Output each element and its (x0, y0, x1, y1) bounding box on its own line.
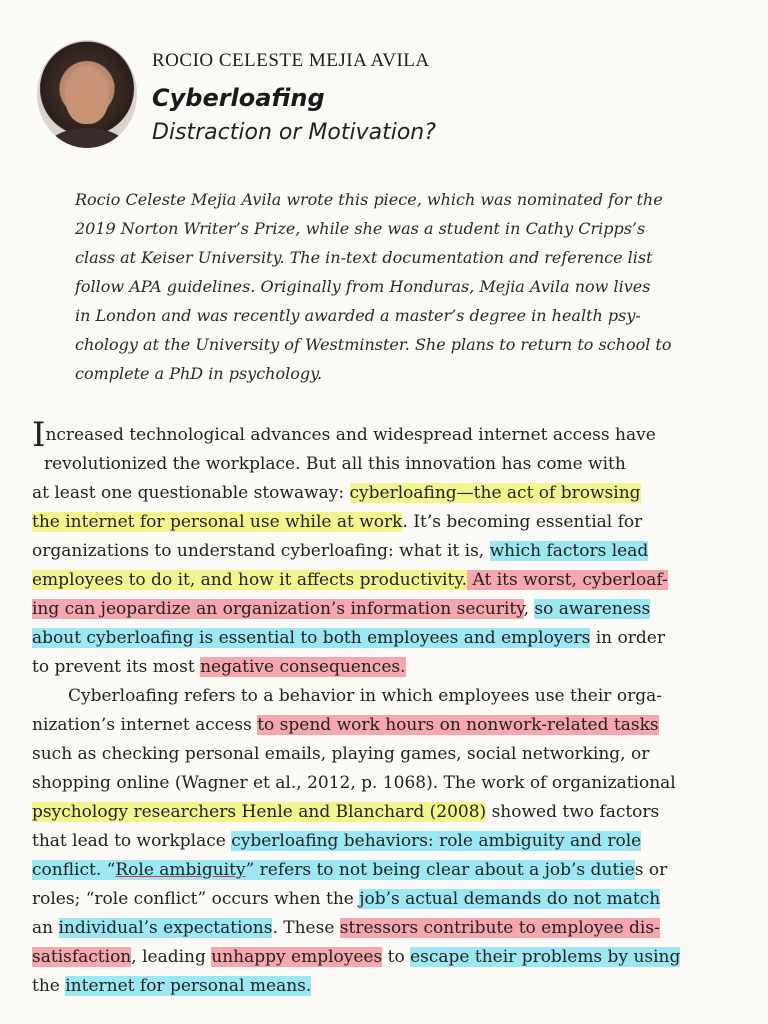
text: roles; “role conflict” occurs when the (32, 889, 360, 909)
highlight-blue: conflict. “ (32, 860, 116, 880)
highlight-blue: individual’s expectations (58, 918, 273, 938)
body-line (32, 769, 717, 798)
highlight-blue: escape their problems by using (410, 947, 681, 967)
author-intro (75, 185, 720, 388)
text: shopping online (Wagner et al., 2012, p. 1068). The work of organizational (32, 773, 676, 793)
text: that lead to workplace (32, 831, 232, 851)
highlight-pink: unhappy employees (211, 947, 383, 967)
text: organizations to understand cyberloafing: what it is, (32, 541, 490, 561)
body-line (32, 415, 717, 455)
text: . It’s becoming essential for (402, 512, 643, 532)
essay-title: Cyberloafing (152, 84, 325, 112)
body-line (32, 827, 717, 856)
text: the (32, 976, 66, 996)
highlight-blue: cyberloafing behaviors: role ambiguity and role (231, 831, 642, 851)
text: at least one questionable stowaway: (32, 483, 350, 503)
essay-subtitle: Distraction or Motivation? (152, 120, 436, 145)
text: . These (272, 918, 340, 938)
intro-line: in London and was recently awarded a master’s degree in health psy- (75, 306, 641, 325)
highlight-pink: satisfaction (32, 947, 132, 967)
highlight-pink: At its worst, cyberloaf- (467, 570, 668, 590)
text: such as checking personal emails, playing games, social networking, or (32, 744, 650, 764)
intro-line: Rocio Celeste Mejia Avila wrote this piece, which was nominated for the (75, 190, 663, 209)
body-line (32, 740, 717, 769)
highlight-blue: ” refers to not being clear about a job’s dutie (245, 860, 635, 880)
body-line (32, 943, 717, 972)
highlight-blue-underlined: Role ambiguity (115, 860, 246, 880)
text: Cyberloafing refers to a behavior in which employees use their orga- (68, 686, 662, 706)
highlight-blue: internet for personal means. (65, 976, 312, 996)
body-line (32, 856, 717, 885)
text: , (523, 599, 535, 619)
intro-line: class at Keiser University. The in-text documentation and reference list (75, 248, 653, 267)
text: nization’s internet access (32, 715, 258, 735)
drop-cap: I (32, 415, 46, 455)
body-line (32, 711, 717, 740)
highlight-pink: stressors contribute to employee dis- (339, 918, 660, 938)
text: , leading (131, 947, 212, 967)
body-line (32, 479, 717, 508)
text: in order (590, 628, 665, 648)
highlight-yellow: psychology researchers Henle and Blanchard (2008) (32, 802, 487, 822)
body-line (32, 653, 717, 682)
text: revolutionized the workplace. But all this innovation has come with (44, 454, 626, 474)
highlight-pink: ing can jeopardize an organization’s information security (32, 599, 524, 619)
author-face (65, 66, 109, 124)
body-line (32, 885, 717, 914)
highlight-pink: to spend work hours on nonwork-related tasks (257, 715, 659, 735)
intro-line: complete a PhD in psychology. (75, 364, 323, 383)
author-shirt (47, 128, 127, 148)
highlight-blue: so awareness (534, 599, 651, 619)
highlight-yellow: the internet for personal use while at work (32, 512, 403, 532)
highlight-yellow: cyberloafing—the act of browsing (349, 483, 641, 503)
text: s or (634, 860, 668, 880)
body-line (32, 450, 717, 479)
author-photo (37, 40, 137, 148)
body-line (32, 624, 717, 653)
body-line (32, 682, 717, 711)
text: showed two factors (486, 802, 660, 822)
text: to prevent its most (32, 657, 201, 677)
body-line (32, 566, 717, 595)
highlight-blue: job’s actual demands do not match (359, 889, 661, 909)
intro-line: 2019 Norton Writer’s Prize, while she was a student in Cathy Cripps’s (75, 219, 646, 238)
body-line (32, 537, 717, 566)
body-line (32, 798, 717, 827)
text: ncreased technological advances and widespread internet access have (45, 425, 656, 445)
text: an (32, 918, 59, 938)
highlight-blue: which factors lead (489, 541, 649, 561)
intro-line: chology at the University of Westminster. She plans to return to school to (75, 335, 672, 354)
body-line (32, 972, 717, 1001)
author-name: ROCIO CELESTE MEJIA AVILA (152, 50, 430, 71)
highlight-pink: negative consequences. (200, 657, 406, 677)
highlight-yellow: employees to do it, and how it affects productivity. (32, 570, 468, 590)
intro-line: follow APA guidelines. Originally from Honduras, Mejia Avila now lives (75, 277, 651, 296)
highlight-blue: about cyberloafing is essential to both employees and employers (32, 628, 591, 648)
body-line (32, 508, 717, 537)
text: to (382, 947, 411, 967)
essay-body (32, 415, 717, 1001)
body-line (32, 595, 717, 624)
body-line (32, 914, 717, 943)
